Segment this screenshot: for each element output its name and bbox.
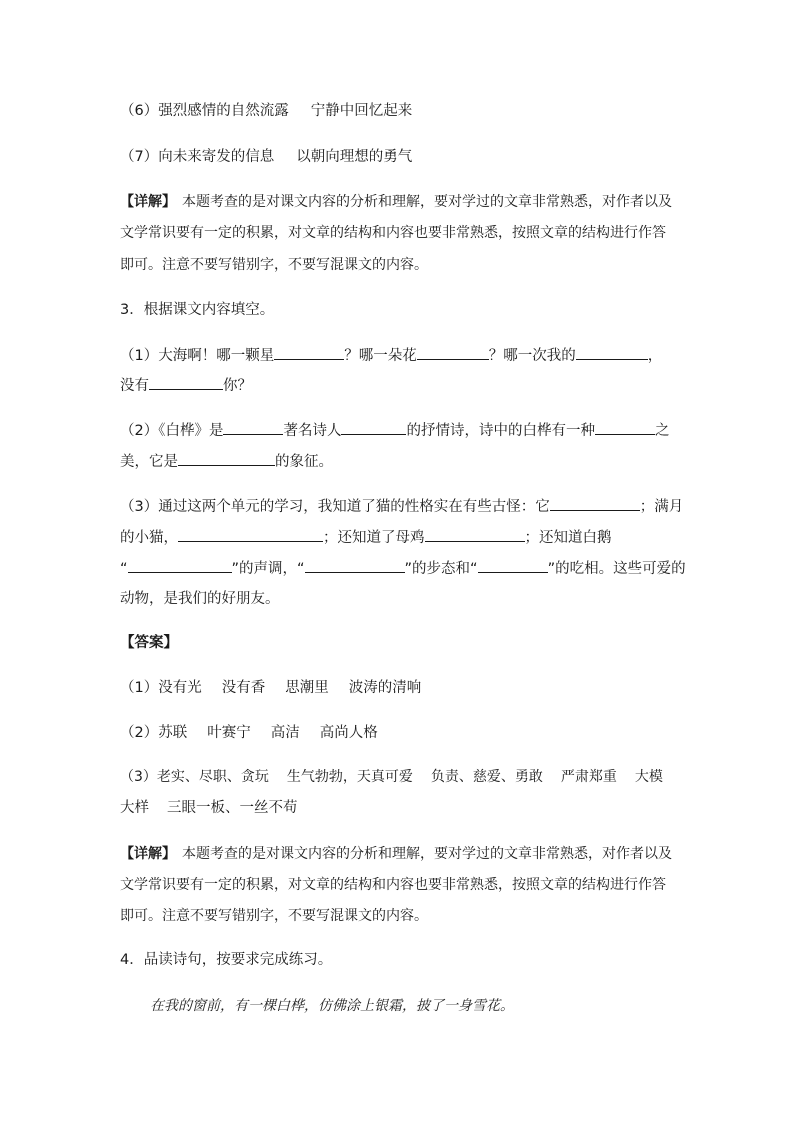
- fill-text: ”的步态和“: [404, 561, 478, 577]
- answer-blank[interactable]: [305, 558, 405, 573]
- answer-text: 生气勃勃，天真可爱: [286, 769, 413, 785]
- item-number: （7）: [120, 149, 159, 165]
- answer-item-6: [120, 101, 680, 121]
- answer-blank[interactable]: [417, 345, 489, 360]
- answer-heading: 【答案】: [120, 635, 178, 651]
- answer-text: 向未来寄发的信息: [158, 149, 275, 165]
- answer-blank[interactable]: [478, 558, 548, 573]
- answer-blank[interactable]: [149, 375, 223, 390]
- answer-blank[interactable]: [576, 345, 648, 360]
- answer-row-1: [120, 678, 680, 698]
- answer-blank[interactable]: [178, 451, 275, 466]
- detail-tag: 【详解】: [120, 846, 176, 862]
- detail-line: 即可。注意不要写错别字，不要写混课文的内容。: [120, 908, 428, 924]
- fill-text: ，: [647, 348, 663, 364]
- fill-text: “: [120, 561, 128, 577]
- answer-blank[interactable]: [178, 527, 323, 542]
- answer-text: 大模: [634, 769, 663, 785]
- fill-blank-line: [120, 375, 680, 396]
- answer-text: 宁静中回忆起来: [310, 103, 413, 119]
- detail-line: 文学常识要有一定的积累，对文章的结构和内容也要非常熟悉，按照文章的结构进行作答: [120, 225, 666, 241]
- answer-text: 思潮里: [285, 680, 329, 696]
- answer-text: 叶赛宁: [207, 725, 251, 741]
- fill-text: 的抒情诗，诗中的白桦有一种: [406, 423, 595, 439]
- answer-text: 负责、慈爱、勇敢: [430, 769, 543, 785]
- question-title: 3．根据课文内容填空。: [120, 302, 275, 318]
- answer-text: 强烈感情的自然流露: [158, 103, 289, 119]
- answer-row-3-cont: [120, 798, 680, 818]
- answer-blank[interactable]: [425, 527, 525, 542]
- fill-text: ；还知道白鹅: [524, 530, 612, 546]
- fill-text: 的小猫，: [120, 530, 178, 546]
- fill-text: 的象征。: [275, 454, 333, 470]
- item-number: （6）: [120, 103, 159, 119]
- answer-text: 没有光: [158, 680, 202, 696]
- detail-line: 文学常识要有一定的积累，对文章的结构和内容也要非常熟悉，按照文章的结构进行作答: [120, 877, 666, 893]
- answer-text: 老实、尽职、贪玩: [156, 769, 269, 785]
- fill-text: ？哪一次我的: [488, 348, 576, 364]
- fill-blank-line: [120, 451, 680, 472]
- fill-text: ；满月: [639, 499, 684, 515]
- detail-paragraph: [120, 844, 680, 864]
- fill-text: 著名诗人: [283, 423, 342, 439]
- answer-row-3: [120, 767, 680, 787]
- answer-item-7: [120, 147, 680, 167]
- answer-blank[interactable]: [223, 420, 283, 435]
- answer-blank[interactable]: [128, 558, 232, 573]
- answer-text: 三眼一板、一丝不苟: [167, 800, 298, 816]
- fill-text: （2）《白桦》是: [120, 423, 224, 439]
- fill-text: ”的声调，“: [231, 561, 305, 577]
- item-number: （3）: [120, 769, 157, 785]
- fill-text: ？哪一朵花: [344, 348, 417, 364]
- fill-blank-line: [120, 527, 680, 548]
- fill-text: ；还知道了母鸡: [323, 530, 425, 546]
- detail-tag: 【详解】: [120, 194, 176, 210]
- answer-text: 以朝向理想的勇气: [296, 149, 413, 165]
- answer-blank[interactable]: [595, 420, 655, 435]
- answer-text: 苏联: [158, 725, 188, 741]
- poem-quote: 在我的窗前，有一棵白桦，仿佛涂上银霜，披了一身雪花。: [150, 998, 514, 1014]
- fill-blank-line: [120, 420, 680, 441]
- fill-blank-line: [120, 558, 686, 579]
- item-number: （2）: [120, 725, 159, 741]
- detail-paragraph: [120, 192, 680, 212]
- fill-text: 你？: [223, 378, 252, 394]
- answer-row-2: [120, 723, 680, 743]
- fill-blank-line: 动物，是我们的好朋友。: [120, 591, 280, 607]
- answer-text: 大样: [120, 800, 149, 816]
- answer-text: 高尚人格: [319, 725, 378, 741]
- answer-text: 高洁: [270, 725, 300, 741]
- fill-blank-line: [120, 496, 684, 517]
- detail-text: 本题考查的是对课文内容的分析和理解，要对学过的文章非常熟悉，对作者以及: [182, 194, 672, 210]
- fill-text: （1）大海啊！哪一颗星: [120, 348, 275, 364]
- fill-text: 之: [654, 423, 670, 439]
- fill-blank-line: [120, 345, 680, 366]
- answer-text: 波涛的清响: [348, 680, 422, 696]
- fill-text: ”的吃相。这些可爱的: [547, 561, 686, 577]
- fill-text: （3）通过这两个单元的学习，我知道了猫的性格实在有些古怪：它: [120, 499, 550, 515]
- fill-text: 没有: [120, 378, 149, 394]
- fill-text: 美，它是: [120, 454, 178, 470]
- answer-text: 严肃郑重: [560, 769, 617, 785]
- question-title: 4．品读诗句，按要求完成练习。: [120, 952, 333, 968]
- answer-blank[interactable]: [274, 345, 344, 360]
- detail-text: 本题考查的是对课文内容的分析和理解，要对学过的文章非常熟悉，对作者以及: [182, 846, 672, 862]
- answer-blank[interactable]: [550, 496, 640, 511]
- answer-blank[interactable]: [341, 420, 406, 435]
- detail-line: 即可。注意不要写错别字，不要写混课文的内容。: [120, 257, 428, 273]
- item-number: （1）: [120, 680, 159, 696]
- answer-text: 没有香: [221, 680, 266, 696]
